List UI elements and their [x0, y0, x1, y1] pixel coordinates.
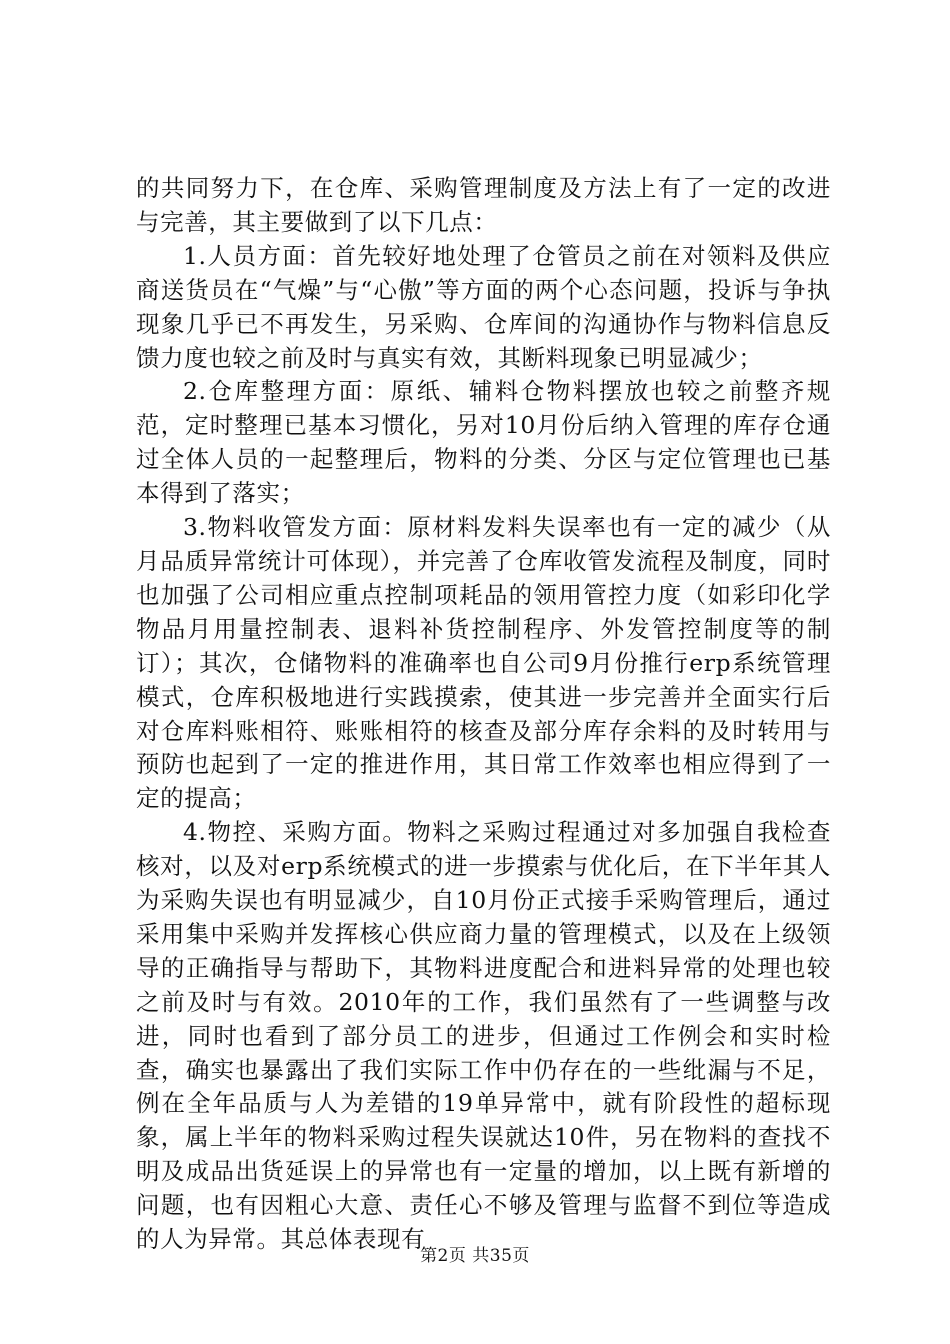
page-footer — [0, 1245, 950, 1267]
document-body — [136, 172, 831, 1257]
page-number: 第2页 共35页 — [420, 1246, 530, 1266]
paragraph-item-material-handling: 3.物料收管发方面：原材料发料失误率也有一定的减少（从月品质异常统计可体现），并完善了仓库收管发流程及制度，同时也加强了公司相应重点控制项耗品的领用管控力度（如彩印化学物品月用量控制表、退料补货控制程序、外发管控制度等的制订）；其次，仓储物料的准确率也自公司9月份推行erp系统管理模式，仓库积极地进行实践摸索，使其进一步完善并全面实行后对仓库料账相符、账账相符的核查及部分库存余料的及时转用与预防也起到了一定的推进作用，其日常工作效率也相应得到了一定的提高； — [136, 513, 831, 813]
paragraph-item-procurement: 4.物控、采购方面。物料之采购过程通过对多加强自我检查核对，以及对erp系统模式的进一步摸索与优化后，在下半年其人为采购失误也有明显减少，自10月份正式接手采购管理后，通过采用集中采购并发挥核心供应商力量的管理模式，以及在上级领导的正确指导与帮助下，其物料进度配合和进料异常的处理也较之前及时与有效。2010年的工作，我们虽然有了一些调整与改进，同时也看到了部分员工的进步，但通过工作例会和实时检查，确实也暴露出了我们实际工作中仍存在的一些纰漏与不足，例在全年品质与人为差错的19单异常中，就有阶段性的超标现象，属上半年的物料采购过程失误就达10件，另在物料的查找不明及成品出货延误上的异常也有一定量的增加，以上既有新增的问题，也有因粗心大意、责任心不够及管理与监督不到位等造成的人为异常。其总体表现有 — [136, 818, 831, 1254]
paragraph-item-personnel: 1.人员方面：首先较好地处理了仓管员之前在对领料及供应商送货员在“气燥”与“心傲”等方面的两个心态问题，投诉与争执现象几乎已不再发生，另采购、仓库间的沟通协作与物料信息反馈力度也较之前及时与真实有效，其断料现象已明显减少； — [136, 241, 831, 372]
paragraph-intro-continuation: 的共同努力下，在仓库、采购管理制度及方法上有了一定的改进与完善，其主要做到了以下几点： — [136, 174, 831, 236]
paragraph-item-warehouse: 2.仓库整理方面：原纸、辅料仓物料摆放也较之前整齐规范，定时整理已基本习惯化，另对10月份后纳入管理的库存仓通过全体人员的一起整理后，物料的分类、分区与定位管理也已基本得到了落实； — [136, 377, 831, 508]
